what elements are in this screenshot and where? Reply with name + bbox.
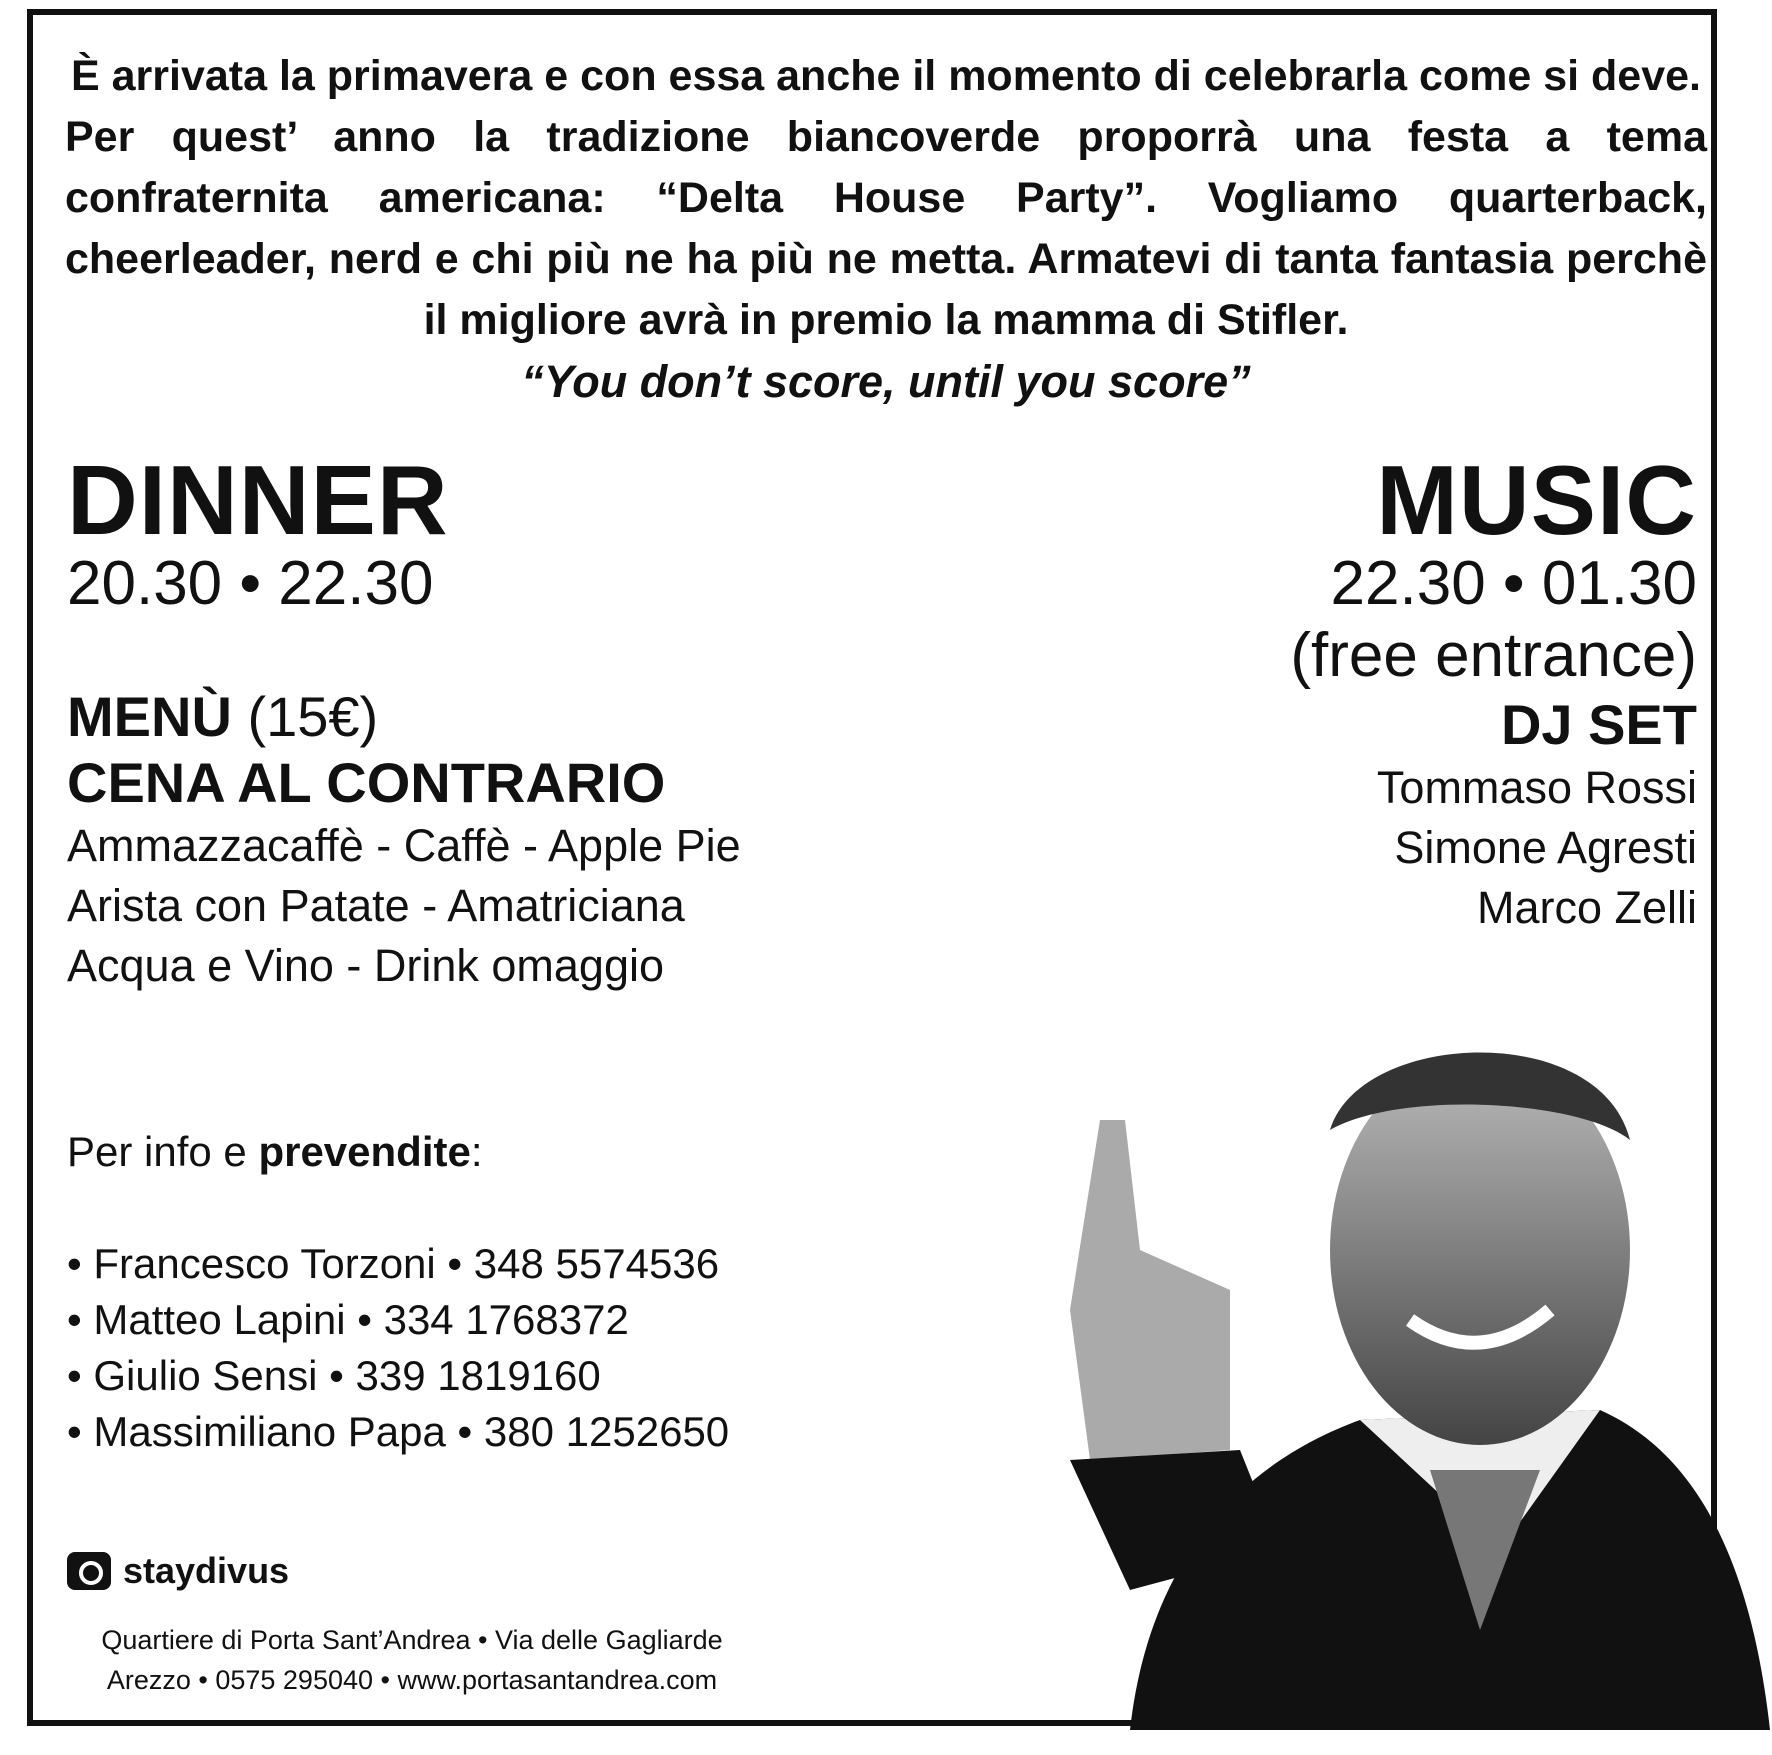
info-prefix: Per info e bbox=[67, 1128, 247, 1175]
music-section bbox=[997, 445, 1697, 938]
dinner-time: 20.30 • 22.30 bbox=[67, 549, 434, 618]
intro-line-1: È arrivata la primavera e con essa anche il momento di celebrarla come si deve. bbox=[70, 52, 1701, 100]
music-note: (free entrance) bbox=[1290, 621, 1697, 690]
contacts-list bbox=[67, 1236, 729, 1460]
contact-item: • Francesco Torzoni • 348 5574536 bbox=[67, 1240, 720, 1287]
dinner-heading: DINNER bbox=[67, 445, 449, 555]
tagline: “You don’t score, until you score” bbox=[521, 356, 1251, 407]
contact-item: • Massimiliano Papa • 380 1252650 bbox=[67, 1408, 730, 1455]
dj-name: Marco Zelli bbox=[1476, 882, 1697, 933]
menu-label: MENÙ bbox=[67, 685, 232, 748]
menu-item: Arista con Patate - Amatriciana bbox=[67, 880, 685, 931]
social-handle-text: staydivus bbox=[123, 1550, 290, 1591]
menu-heading bbox=[67, 684, 967, 750]
dj-name: Tommaso Rossi bbox=[1376, 762, 1697, 813]
address-block bbox=[67, 1620, 757, 1700]
thumbs-up-man-photo bbox=[980, 990, 1770, 1730]
instagram-icon bbox=[67, 1552, 111, 1590]
address-line-2: Arezzo • 0575 295040 • www.portasantandrea.com bbox=[106, 1665, 718, 1695]
music-time: 22.30 • 01.30 bbox=[1330, 549, 1697, 618]
dj-name: Simone Agresti bbox=[1394, 822, 1697, 873]
contact-item: • Giulio Sensi • 339 1819160 bbox=[67, 1352, 601, 1399]
menu-price: (15€) bbox=[247, 685, 379, 748]
intro-text bbox=[65, 46, 1707, 412]
intro-paragraph: Per quest’ anno la tradizione biancoverde proporrà una festa a tema confraternita americana: “Delta House Party”. Vogliamo quarterback, cheerleader, nerd e chi più ne ha più ne metta. Armatevi di tanta fantasia perchè il migliore avrà in premio la mamma di Stifler. bbox=[65, 113, 1707, 344]
contact-item: • Matteo Lapini • 334 1768372 bbox=[67, 1296, 629, 1343]
djset-heading: DJ SET bbox=[1500, 693, 1697, 756]
info-suffix: : bbox=[470, 1128, 483, 1175]
info-bold: prevendite bbox=[258, 1128, 471, 1175]
menu-title: CENA AL CONTRARIO bbox=[67, 751, 666, 814]
dinner-section bbox=[67, 445, 967, 996]
menu-item: Ammazzacaffè - Caffè - Apple Pie bbox=[67, 820, 741, 871]
music-heading: MUSIC bbox=[1376, 445, 1697, 555]
social-handle[interactable] bbox=[67, 1550, 289, 1592]
menu-item: Acqua e Vino - Drink omaggio bbox=[67, 940, 664, 991]
address-line-1: Quartiere di Porta Sant’Andrea • Via delle Gagliarde bbox=[101, 1625, 723, 1655]
info-line bbox=[67, 1128, 483, 1176]
